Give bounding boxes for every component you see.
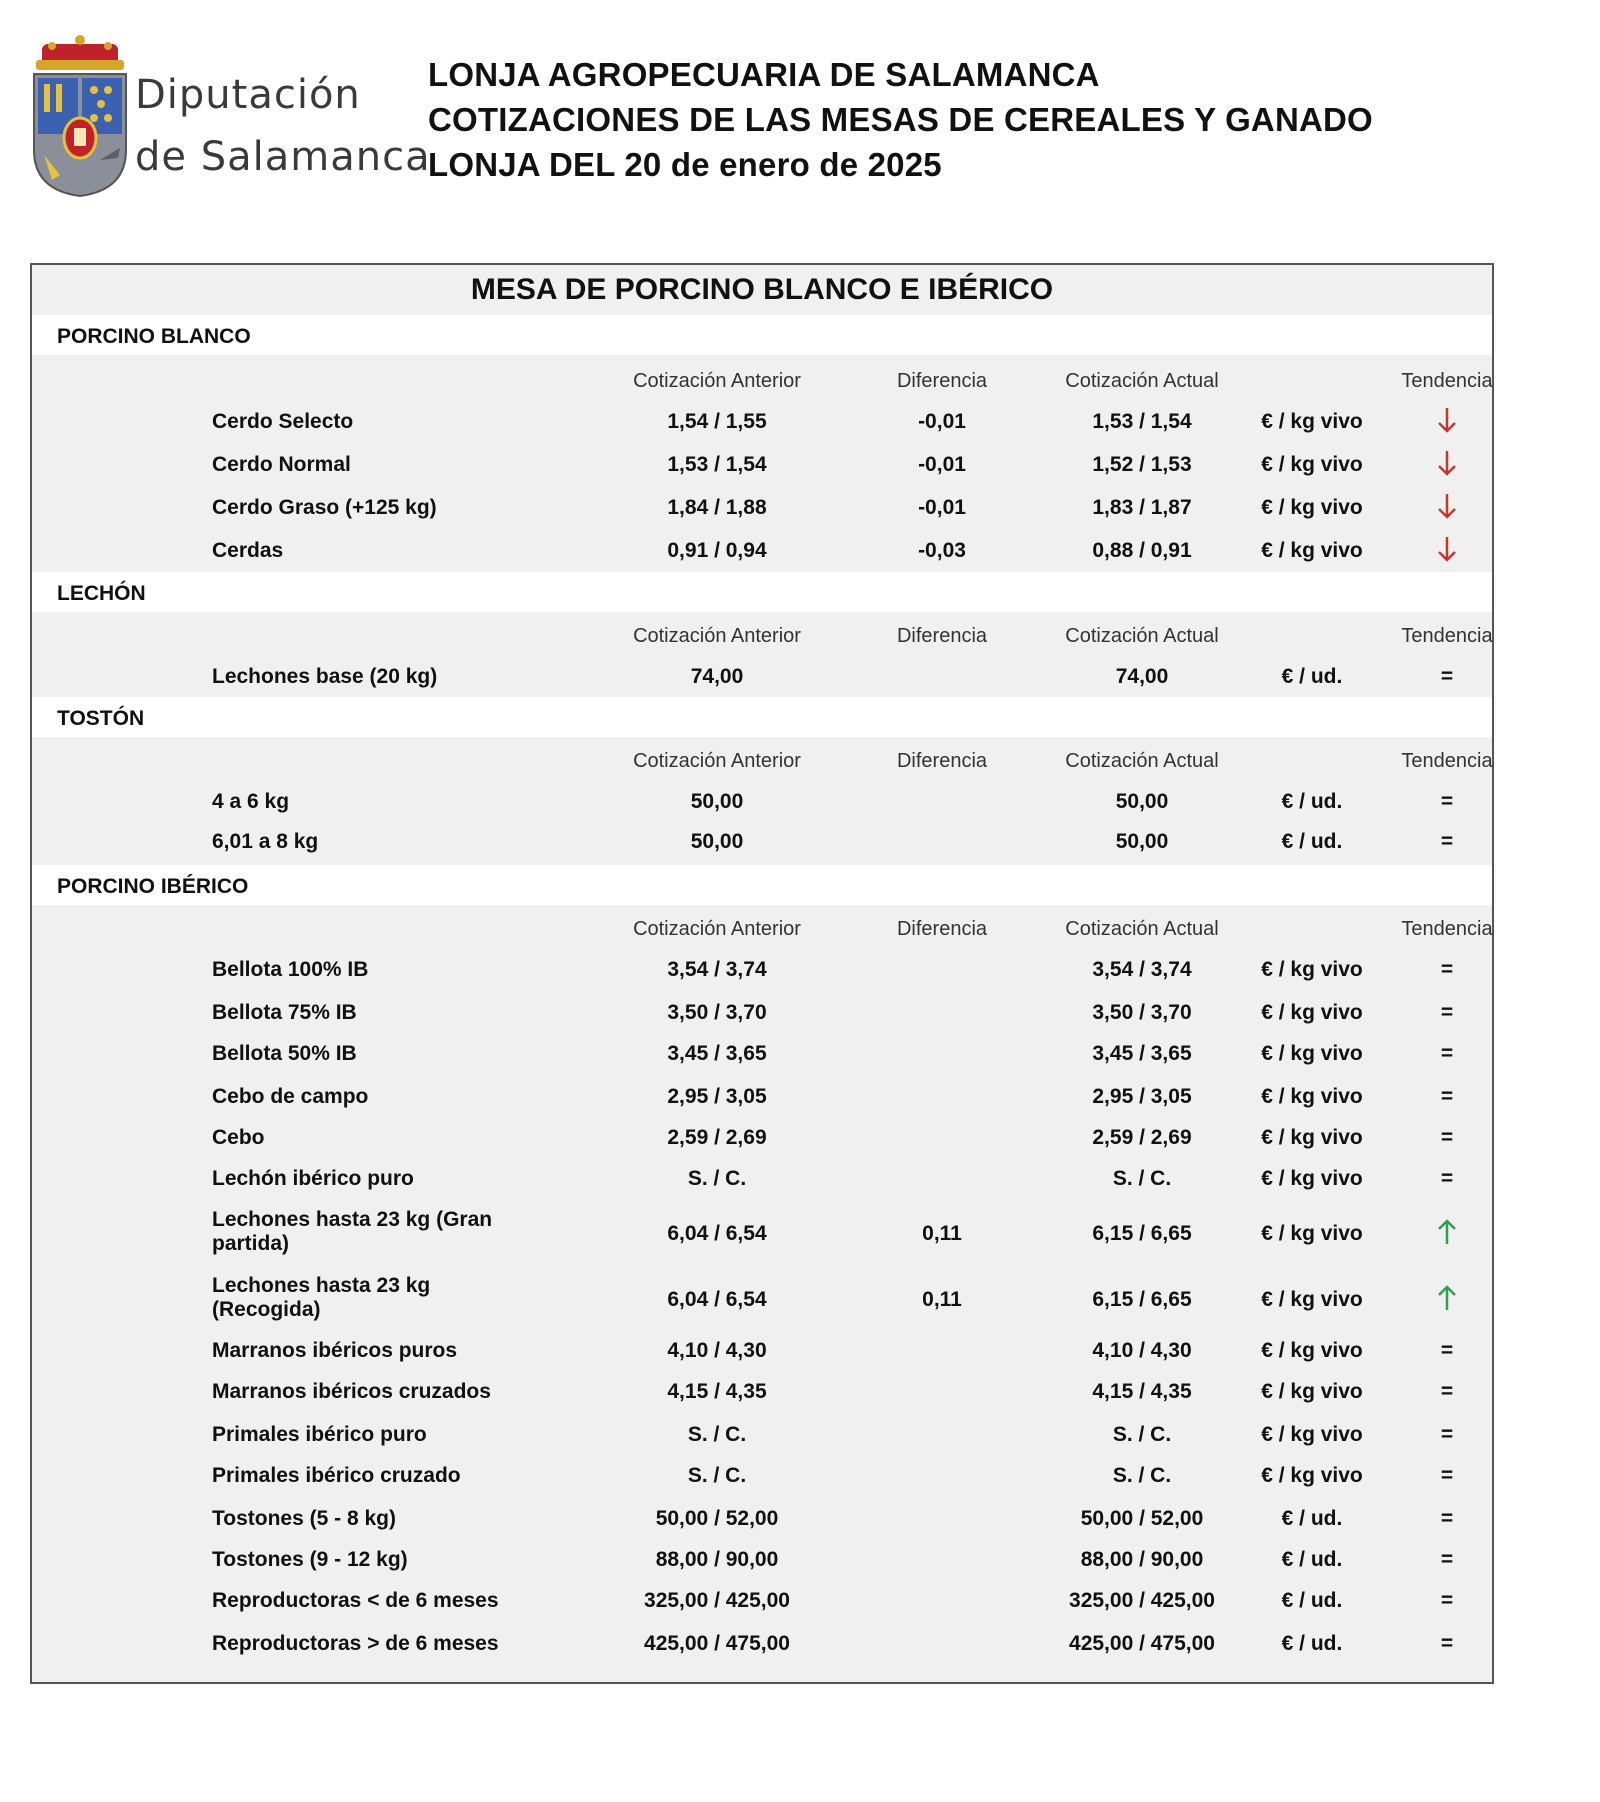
price-unit: € / kg vivo: [1261, 1042, 1363, 1065]
section-header: [32, 697, 1492, 737]
trend-equal: =: [1440, 1507, 1454, 1530]
price-unit: € / kg vivo: [1261, 1001, 1363, 1024]
header-line-3: LONJA DEL 20 de enero de 2025: [428, 146, 942, 183]
price-unit: € / ud.: [1281, 1548, 1343, 1571]
row-label: Primales ibérico puro: [212, 1423, 427, 1446]
table-title: MESA DE PORCINO BLANCO E IBÉRICO: [470, 273, 1054, 306]
column-header-prev: Cotización Anterior: [633, 750, 801, 772]
price-current: 74,00: [1115, 665, 1169, 688]
column-header-prev: Cotización Anterior: [633, 625, 801, 647]
column-header-trend: Tendencia: [1401, 370, 1493, 392]
row-label: 4 a 6 kg: [212, 790, 290, 813]
price-previous: 1,54 / 1,55: [667, 410, 767, 433]
row-label: Marranos ibéricos cruzados: [212, 1380, 491, 1403]
price-unit: € / kg vivo: [1261, 1085, 1363, 1108]
price-previous: 3,54 / 3,74: [667, 958, 767, 981]
price-unit: € / kg vivo: [1261, 410, 1363, 433]
price-unit: € / ud.: [1281, 790, 1343, 813]
price-current: 88,00 / 90,00: [1080, 1548, 1204, 1571]
price-previous: 2,59 / 2,69: [667, 1126, 767, 1149]
column-header-trend: Tendencia: [1401, 625, 1493, 647]
price-unit: € / kg vivo: [1261, 958, 1363, 981]
header-line-1: LONJA AGROPECUARIA DE SALAMANCA: [428, 56, 1100, 93]
price-current: S. / C.: [1112, 1464, 1172, 1487]
column-header-diff: Diferencia: [896, 625, 988, 647]
price-current: 425,00 / 475,00: [1069, 1632, 1215, 1655]
row-label: Marranos ibéricos puros: [212, 1339, 458, 1362]
price-difference: 0,11: [922, 1222, 962, 1245]
price-previous: S. / C.: [687, 1167, 747, 1190]
section-header: [32, 572, 1492, 612]
logo-text-line1: Diputación: [135, 72, 361, 118]
price-current: S. / C.: [1112, 1423, 1172, 1446]
price-unit: € / kg vivo: [1261, 1167, 1363, 1190]
column-header-curr: Cotización Actual: [1065, 918, 1219, 940]
trend-equal: =: [1440, 830, 1454, 853]
price-previous: 74,00: [690, 665, 744, 688]
row-label: Cerdas: [212, 539, 284, 562]
price-previous: 1,84 / 1,88: [667, 496, 767, 519]
price-previous: 0,91 / 0,94: [667, 539, 767, 562]
trend-equal: =: [1440, 1339, 1454, 1362]
trend-down-arrow-icon: [1352, 449, 1542, 483]
row-label: Lechón ibérico puro: [212, 1167, 414, 1190]
trend-equal: =: [1440, 1126, 1454, 1149]
trend-down-arrow-icon: [1352, 535, 1542, 569]
price-previous: 3,45 / 3,65: [667, 1042, 767, 1065]
price-unit: € / kg vivo: [1261, 1126, 1363, 1149]
trend-equal: =: [1440, 1042, 1454, 1065]
price-unit: € / kg vivo: [1261, 453, 1363, 476]
price-current: 3,54 / 3,74: [1092, 958, 1192, 981]
price-current: 50,00 / 52,00: [1080, 1507, 1204, 1530]
price-unit: € / ud.: [1281, 1507, 1343, 1530]
price-previous: 50,00 / 52,00: [655, 1507, 779, 1530]
price-current: 4,10 / 4,30: [1092, 1339, 1192, 1362]
row-label: Cebo de campo: [212, 1085, 369, 1108]
price-current: 1,52 / 1,53: [1092, 453, 1192, 476]
price-unit: € / kg vivo: [1261, 1423, 1363, 1446]
price-previous: 2,95 / 3,05: [667, 1085, 767, 1108]
price-current: 6,15 / 6,65: [1092, 1222, 1192, 1245]
price-previous: 425,00 / 475,00: [644, 1632, 790, 1655]
row-label: Primales ibérico cruzado: [212, 1464, 461, 1487]
price-previous: 50,00: [690, 790, 744, 813]
price-current: 3,45 / 3,65: [1092, 1042, 1192, 1065]
price-current: 0,88 / 0,91: [1092, 539, 1192, 562]
trend-equal: =: [1440, 1167, 1454, 1190]
price-previous: 4,15 / 4,35: [667, 1380, 767, 1403]
section-label: TOSTÓN: [57, 707, 145, 730]
section-header: [32, 315, 1492, 355]
trend-equal: =: [1440, 1380, 1454, 1403]
price-current: 50,00: [1115, 830, 1169, 853]
trend-equal: =: [1440, 958, 1454, 981]
trend-equal: =: [1440, 1548, 1454, 1571]
trend-equal: =: [1440, 790, 1454, 813]
row-label: Tostones (9 - 12 kg): [212, 1548, 408, 1571]
trend-equal: =: [1440, 1001, 1454, 1024]
price-unit: € / kg vivo: [1261, 1464, 1363, 1487]
column-header-trend: Tendencia: [1401, 750, 1493, 772]
price-current: 50,00: [1115, 790, 1169, 813]
row-label: Lechones hasta 23 kg (Recogida): [212, 1274, 431, 1321]
price-current: S. / C.: [1112, 1167, 1172, 1190]
row-label: Bellota 100% IB: [212, 958, 369, 981]
trend-equal: =: [1440, 665, 1454, 688]
document-header: [428, 52, 1373, 187]
price-previous: 88,00 / 90,00: [655, 1548, 779, 1571]
row-label: Cebo: [212, 1126, 265, 1149]
column-header-curr: Cotización Actual: [1065, 750, 1219, 772]
price-difference: -0,03: [918, 539, 966, 562]
row-label: Lechones hasta 23 kg (Gran partida): [212, 1208, 493, 1255]
column-header-trend: Tendencia: [1401, 918, 1493, 940]
price-previous: 6,04 / 6,54: [667, 1222, 767, 1245]
trend-equal: =: [1440, 1464, 1454, 1487]
column-header-prev: Cotización Anterior: [633, 918, 801, 940]
column-header-diff: Diferencia: [896, 370, 988, 392]
price-difference: -0,01: [918, 410, 966, 433]
row-label: Bellota 75% IB: [212, 1001, 357, 1024]
trend-equal: =: [1440, 1632, 1454, 1655]
trend-up-arrow-icon: [1352, 1284, 1542, 1318]
price-table: [30, 263, 1494, 1684]
price-unit: € / ud.: [1281, 1632, 1343, 1655]
trend-equal: =: [1440, 1085, 1454, 1108]
price-unit: € / ud.: [1281, 1589, 1343, 1612]
price-current: 3,50 / 3,70: [1092, 1001, 1192, 1024]
price-unit: € / kg vivo: [1261, 1222, 1363, 1245]
price-previous: 325,00 / 425,00: [644, 1589, 790, 1612]
price-current: 325,00 / 425,00: [1069, 1589, 1215, 1612]
row-label: Bellota 50% IB: [212, 1042, 357, 1065]
price-current: 2,95 / 3,05: [1092, 1085, 1192, 1108]
price-unit: € / kg vivo: [1261, 1380, 1363, 1403]
price-previous: 4,10 / 4,30: [667, 1339, 767, 1362]
price-unit: € / kg vivo: [1261, 539, 1363, 562]
trend-equal: =: [1440, 1423, 1454, 1446]
price-previous: S. / C.: [687, 1464, 747, 1487]
price-current: 6,15 / 6,65: [1092, 1288, 1192, 1311]
trend-down-arrow-icon: [1352, 406, 1542, 440]
column-header-prev: Cotización Anterior: [633, 370, 801, 392]
price-difference: 0,11: [922, 1288, 962, 1311]
row-label: Tostones (5 - 8 kg): [212, 1507, 396, 1530]
price-previous: 1,53 / 1,54: [667, 453, 767, 476]
logo-text-line2: de Salamanca: [135, 134, 431, 180]
price-difference: -0,01: [918, 496, 966, 519]
price-unit: € / kg vivo: [1261, 1288, 1363, 1311]
logo: [30, 30, 431, 205]
row-label: 6,01 a 8 kg: [212, 830, 319, 853]
coat-of-arms-icon: [30, 30, 130, 200]
price-unit: € / ud.: [1281, 665, 1343, 688]
section-label: LECHÓN: [57, 582, 146, 605]
price-previous: 50,00: [690, 830, 744, 853]
row-label: Lechones base (20 kg): [212, 665, 438, 688]
column-header-curr: Cotización Actual: [1065, 625, 1219, 647]
price-previous: S. / C.: [687, 1423, 747, 1446]
price-unit: € / kg vivo: [1261, 496, 1363, 519]
row-label: Cerdo Normal: [212, 453, 351, 476]
column-header-curr: Cotización Actual: [1065, 370, 1219, 392]
trend-equal: =: [1440, 1589, 1454, 1612]
trend-up-arrow-icon: [1352, 1218, 1542, 1252]
row-label: Cerdo Graso (+125 kg): [212, 496, 437, 519]
trend-down-arrow-icon: [1352, 492, 1542, 526]
section-label: PORCINO IBÉRICO: [57, 875, 249, 898]
row-label: Reproductoras < de 6 meses: [212, 1589, 499, 1612]
price-current: 1,53 / 1,54: [1092, 410, 1192, 433]
row-label: Reproductoras > de 6 meses: [212, 1632, 499, 1655]
section-header: [32, 865, 1492, 905]
section-label: PORCINO BLANCO: [57, 325, 251, 348]
row-label: Cerdo Selecto: [212, 410, 354, 433]
price-unit: € / kg vivo: [1261, 1339, 1363, 1362]
column-header-diff: Diferencia: [896, 750, 988, 772]
price-previous: 3,50 / 3,70: [667, 1001, 767, 1024]
price-previous: 6,04 / 6,54: [667, 1288, 767, 1311]
price-current: 2,59 / 2,69: [1092, 1126, 1192, 1149]
header-line-2: COTIZACIONES DE LAS MESAS DE CEREALES Y GANADO: [428, 101, 1373, 138]
price-current: 4,15 / 4,35: [1092, 1380, 1192, 1403]
price-difference: -0,01: [918, 453, 966, 476]
price-unit: € / ud.: [1281, 830, 1343, 853]
price-current: 1,83 / 1,87: [1092, 496, 1192, 519]
column-header-diff: Diferencia: [896, 918, 988, 940]
